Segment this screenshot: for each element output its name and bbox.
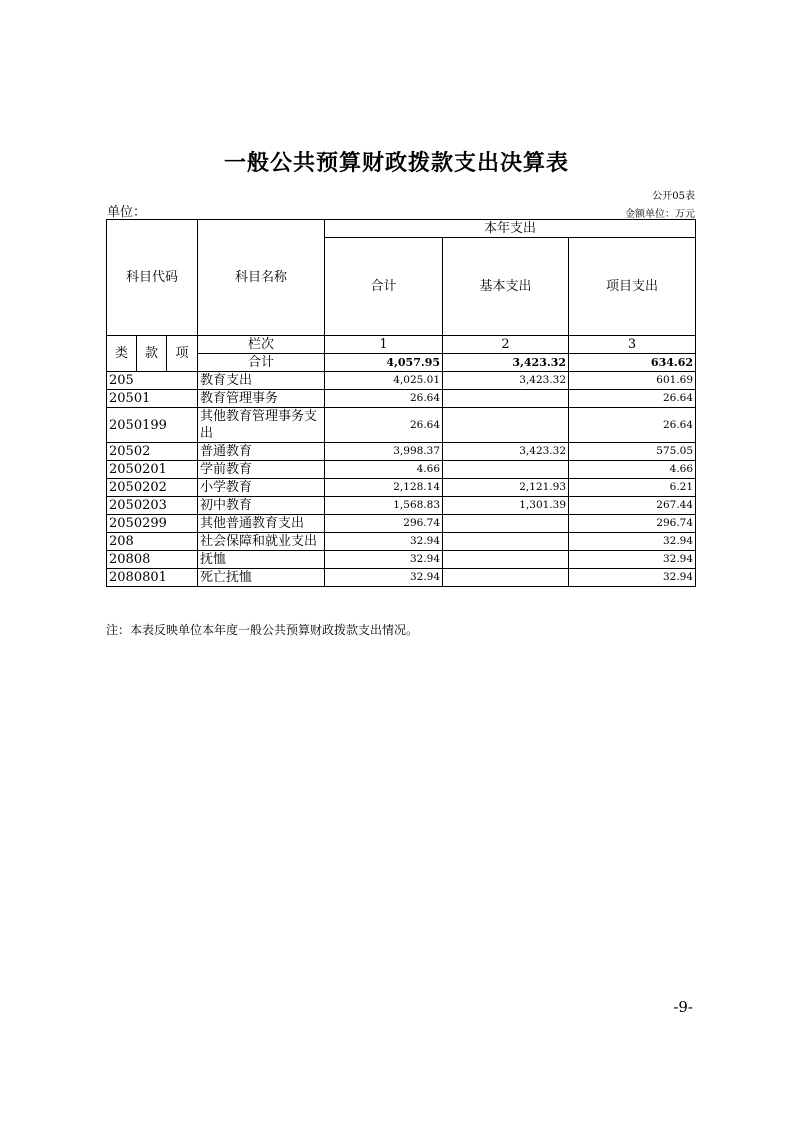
row-basic: [443, 408, 569, 443]
table-row: [107, 497, 696, 515]
row-basic: [443, 461, 569, 479]
row-basic: [443, 533, 569, 551]
row-project: 26.64: [569, 390, 696, 408]
row-total: 32.94: [325, 533, 443, 551]
header-subject-name: 科目名称: [198, 220, 325, 336]
row-name: 初中教育: [198, 497, 325, 515]
row-name: 小学教育: [198, 479, 325, 497]
table-row: [107, 533, 696, 551]
row-code: 20502: [107, 443, 198, 461]
row-project: 296.74: [569, 515, 696, 533]
row-project: 601.69: [569, 372, 696, 390]
header-basic: 基本支出: [443, 238, 569, 336]
money-unit: 金额单位：万元: [625, 209, 695, 220]
header-current-year: 本年支出: [325, 220, 696, 238]
row-code: 20808: [107, 551, 198, 569]
row-name: 教育管理事务: [198, 390, 325, 408]
row-basic: [443, 390, 569, 408]
row-total: 1,568.83: [325, 497, 443, 515]
table-row: [107, 551, 696, 569]
row-project: 32.94: [569, 533, 696, 551]
table-row: [107, 461, 696, 479]
total-project: 634.62: [569, 354, 696, 372]
row-name: 普通教育: [198, 443, 325, 461]
header-kuan: 款: [137, 336, 167, 372]
row-name: 其他教育管理事务支出: [198, 408, 325, 443]
row-name: 死亡抚恤: [198, 569, 325, 587]
row-project: 267.44: [569, 497, 696, 515]
total-total: 4,057.95: [325, 354, 443, 372]
header-subject-code: 科目代码: [107, 220, 198, 336]
row-basic: 1,301.39: [443, 497, 569, 515]
row-code: 205: [107, 372, 198, 390]
row-code: 2050202: [107, 479, 198, 497]
row-name: 其他普通教育支出: [198, 515, 325, 533]
table-row: [107, 390, 696, 408]
row-total: 32.94: [325, 569, 443, 587]
form-code: 公开05表: [652, 191, 695, 202]
row-basic: [443, 551, 569, 569]
table-row: [107, 372, 696, 390]
row-basic: 3,423.32: [443, 372, 569, 390]
row-total: 4.66: [325, 461, 443, 479]
row-code: 2050201: [107, 461, 198, 479]
header-column-index: 栏次: [198, 336, 325, 354]
row-code: 2080801: [107, 569, 198, 587]
row-total: 26.64: [325, 408, 443, 443]
header-lei: 类: [107, 336, 137, 372]
row-code: 2050203: [107, 497, 198, 515]
row-code: 2050199: [107, 408, 198, 443]
table-row: [107, 569, 696, 587]
row-name: 抚恤: [198, 551, 325, 569]
table-note: 注：本表反映单位本年度一般公共预算财政拨款支出情况。: [106, 623, 419, 637]
row-project: 6.21: [569, 479, 696, 497]
row-total: 3,998.37: [325, 443, 443, 461]
page-number: -9-: [673, 998, 693, 1016]
table-row: [107, 408, 696, 443]
row-code: 208: [107, 533, 198, 551]
total-basic: 3,423.32: [443, 354, 569, 372]
unit-label: 单位：: [107, 205, 147, 220]
row-code: 2050299: [107, 515, 198, 533]
row-basic: [443, 569, 569, 587]
total-label: 合计: [198, 354, 325, 372]
row-name: 学前教育: [198, 461, 325, 479]
row-total: 4,025.01: [325, 372, 443, 390]
header-col2: 2: [443, 336, 569, 354]
table-row: [107, 443, 696, 461]
row-name: 社会保障和就业支出: [198, 533, 325, 551]
page-title: 一般公共预算财政拨款支出决算表: [223, 151, 569, 176]
header-xiang: 项: [167, 336, 198, 372]
row-basic: 2,121.93: [443, 479, 569, 497]
header-project: 项目支出: [569, 238, 696, 336]
header-total: 合计: [325, 238, 443, 336]
expenditure-table: [106, 219, 696, 587]
row-total: 296.74: [325, 515, 443, 533]
header-col3: 3: [569, 336, 696, 354]
row-basic: 3,423.32: [443, 443, 569, 461]
table-row: [107, 479, 696, 497]
row-code: 20501: [107, 390, 198, 408]
row-total: 26.64: [325, 390, 443, 408]
header-col1: 1: [325, 336, 443, 354]
row-basic: [443, 515, 569, 533]
row-project: 26.64: [569, 408, 696, 443]
row-total: 2,128.14: [325, 479, 443, 497]
row-project: 32.94: [569, 569, 696, 587]
table-row: [107, 515, 696, 533]
row-name: 教育支出: [198, 372, 325, 390]
row-total: 32.94: [325, 551, 443, 569]
row-project: 575.05: [569, 443, 696, 461]
row-project: 32.94: [569, 551, 696, 569]
row-project: 4.66: [569, 461, 696, 479]
